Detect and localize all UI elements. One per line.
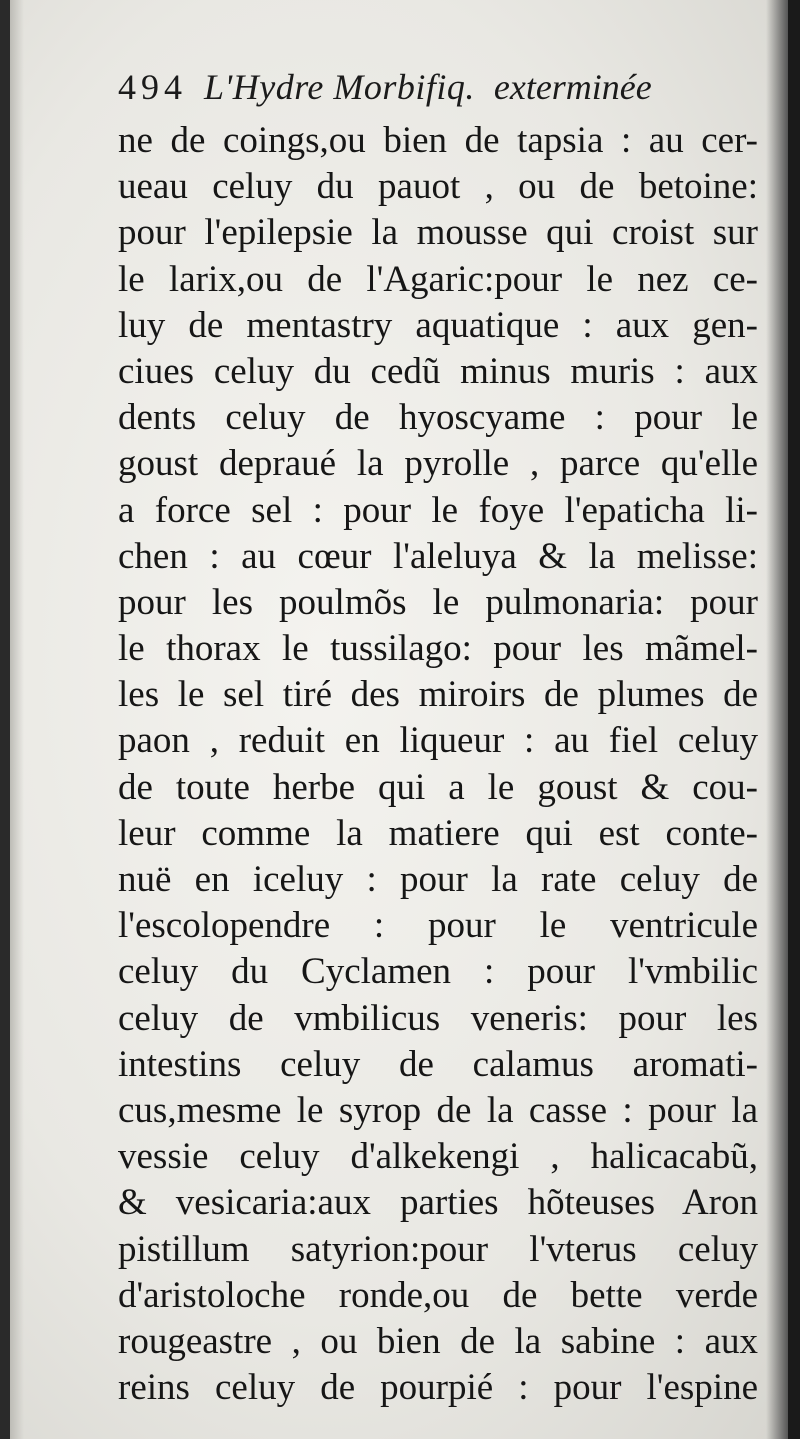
text-line: rougeastre , ou bien de la sabine : aux <box>118 1320 758 1362</box>
text-line: vessie celuy d'alkekengi , halicacabũ, <box>118 1136 758 1178</box>
text-line: pour l'epilepsie la mousse qui croist sur <box>118 212 758 254</box>
text-line: nuë en iceluy : pour la rate celuy de <box>118 859 758 900</box>
text-line: le larix,ou de l'Agaric:pour le nez ce- <box>118 258 758 300</box>
text-line: d'aristoloche ronde,ou de bette verde <box>118 1274 758 1316</box>
text-line: ueau celuy du pauot , ou de betoine: <box>118 166 758 208</box>
text-line: le thorax le tussilago: pour les mãmel- <box>118 628 758 670</box>
running-title: L'Hydre Morbifiq. <box>204 67 475 107</box>
text-line: dents celuy de hyoscyame : pour le <box>118 397 758 439</box>
text-line: l'escolopendre : pour le ventricule <box>118 905 758 947</box>
body-text <box>118 118 778 1411</box>
text-line: ciues celuy du cedũ minus muris : aux <box>118 350 758 392</box>
text-line: ne de coings,ou bien de tapsia : au cer- <box>118 120 758 161</box>
page-number: 494 <box>118 67 187 107</box>
text-line: cus,mesme le syrop de la casse : pour la <box>118 1089 758 1131</box>
text-line: paon , reduit en liqueur : au fiel celuy <box>118 720 758 762</box>
text-line: intestins celuy de calamus aromati- <box>118 1043 758 1085</box>
running-title-continued: exterminée <box>493 67 652 107</box>
text-line: les le sel tiré des miroirs de plumes de <box>118 674 758 716</box>
text-line: celuy du Cyclamen : pour l'vmbilic <box>118 951 758 993</box>
text-line: reins celuy de pourpié : pour l'espine <box>118 1367 758 1409</box>
running-header <box>118 66 768 116</box>
book-page <box>10 0 788 1439</box>
page-edge-shadow-left <box>10 0 24 1439</box>
text-line: de toute herbe qui a le goust & cou- <box>118 766 758 808</box>
text-line: pour les poulmõs le pulmonaria: pour <box>118 581 758 623</box>
binding-shadow <box>788 0 800 1439</box>
text-line: celuy de vmbilicus veneris: pour les <box>118 997 758 1039</box>
text-line: goust depraué la pyrolle , parce qu'elle <box>118 443 758 485</box>
text-line: & vesicaria:aux parties hõteuses Aron <box>118 1182 758 1224</box>
text-line: chen : au cœur l'aleluya & la melisse: <box>118 535 758 577</box>
text-line: leur comme la matiere qui est conte- <box>118 812 758 854</box>
text-line: pistillum satyrion:pour l'vterus celuy <box>118 1228 758 1270</box>
text-line: a force sel : pour le foye l'epaticha li- <box>118 489 758 531</box>
text-line: luy de mentastry aquatique : aux gen- <box>118 304 758 346</box>
